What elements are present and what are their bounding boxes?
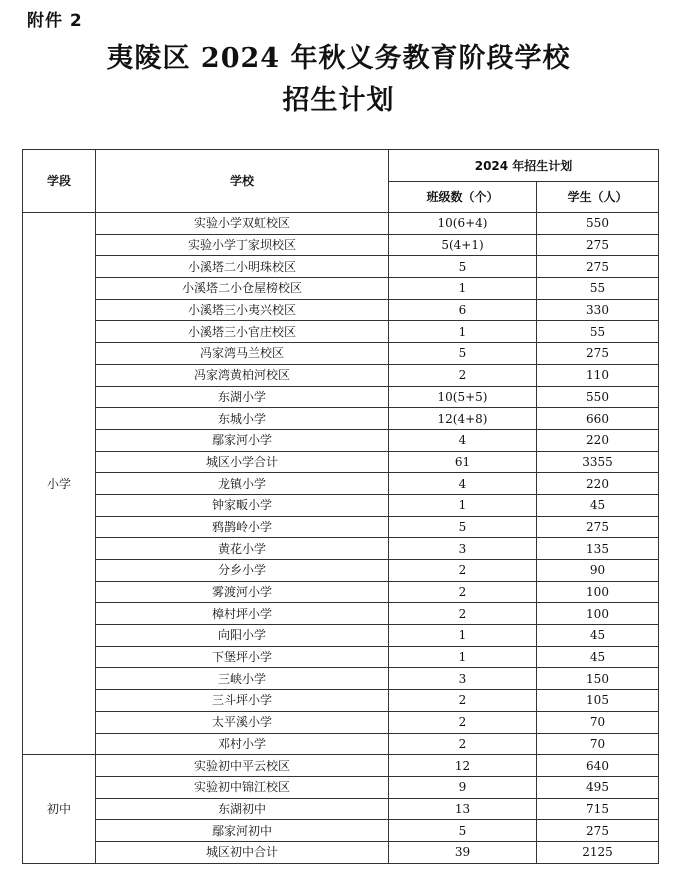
students-cell: 550: [537, 386, 659, 408]
students-cell: 3355: [537, 451, 659, 473]
school-cell: 樟村坪小学: [96, 603, 389, 625]
students-cell: 275: [537, 343, 659, 365]
classes-cell: 5: [389, 820, 537, 842]
classes-cell: 1: [389, 494, 537, 516]
students-cell: 55: [537, 321, 659, 343]
table-row: [23, 538, 659, 560]
classes-cell: 10(5+5): [389, 386, 537, 408]
students-cell: 550: [537, 213, 659, 235]
classes-cell: 9: [389, 776, 537, 798]
students-cell: 45: [537, 646, 659, 668]
school-cell: 小溪塔二小仓屋榜校区: [96, 278, 389, 300]
classes-cell: 12(4+8): [389, 408, 537, 430]
classes-cell: 2: [389, 733, 537, 755]
students-cell: 275: [537, 256, 659, 278]
school-cell: 实验初中锦江校区: [96, 776, 389, 798]
school-cell: 鄢家河初中: [96, 820, 389, 842]
table-row: [23, 473, 659, 495]
table-row: [23, 841, 659, 863]
students-cell: 220: [537, 429, 659, 451]
school-cell: 向阳小学: [96, 625, 389, 647]
students-cell: 220: [537, 473, 659, 495]
table-row: [23, 603, 659, 625]
school-cell: 太平溪小学: [96, 711, 389, 733]
classes-cell: 39: [389, 841, 537, 863]
students-cell: 330: [537, 299, 659, 321]
header-classes: 班级数（个）: [389, 182, 537, 213]
students-cell: 70: [537, 711, 659, 733]
school-cell: 三峡小学: [96, 668, 389, 690]
classes-cell: 3: [389, 668, 537, 690]
table-row: [23, 299, 659, 321]
classes-cell: 2: [389, 711, 537, 733]
classes-cell: 3: [389, 538, 537, 560]
classes-cell: 6: [389, 299, 537, 321]
table-row: [23, 625, 659, 647]
school-cell: 东湖初中: [96, 798, 389, 820]
classes-cell: 2: [389, 581, 537, 603]
students-cell: 2125: [537, 841, 659, 863]
stage-cell: 初中: [23, 755, 96, 863]
school-cell: 邓村小学: [96, 733, 389, 755]
school-cell: 小溪塔三小官庄校区: [96, 321, 389, 343]
school-cell: 分乡小学: [96, 560, 389, 582]
document-title-line1: 夷陵区 2024 年秋义务教育阶段学校: [106, 43, 571, 74]
table-row: [23, 733, 659, 755]
table-row: [23, 234, 659, 256]
table-row: [23, 256, 659, 278]
school-cell: 三斗坪小学: [96, 690, 389, 712]
school-cell: 雾渡河小学: [96, 581, 389, 603]
classes-cell: 4: [389, 429, 537, 451]
classes-cell: 5: [389, 516, 537, 538]
school-cell: 冯家湾马兰校区: [96, 343, 389, 365]
classes-cell: 5: [389, 256, 537, 278]
classes-cell: 1: [389, 625, 537, 647]
students-cell: 715: [537, 798, 659, 820]
table-row: [23, 364, 659, 386]
school-cell: 实验初中平云校区: [96, 755, 389, 777]
school-cell: 城区小学合计: [96, 451, 389, 473]
classes-cell: 61: [389, 451, 537, 473]
table-row: [23, 451, 659, 473]
table-row: [23, 776, 659, 798]
school-cell: 东城小学: [96, 408, 389, 430]
table-row: [23, 408, 659, 430]
school-cell: 东湖小学: [96, 386, 389, 408]
table-row: [23, 516, 659, 538]
students-cell: 135: [537, 538, 659, 560]
school-cell: 鸦鹊岭小学: [96, 516, 389, 538]
classes-cell: 13: [389, 798, 537, 820]
table-row: [23, 711, 659, 733]
classes-cell: 1: [389, 646, 537, 668]
document-title-line2: 招生计划: [282, 85, 395, 116]
table-row: [23, 321, 659, 343]
students-cell: 100: [537, 581, 659, 603]
classes-cell: 2: [389, 603, 537, 625]
students-cell: 55: [537, 278, 659, 300]
classes-cell: 12: [389, 755, 537, 777]
school-cell: 鄢家河小学: [96, 429, 389, 451]
classes-cell: 1: [389, 321, 537, 343]
school-cell: 龙镇小学: [96, 473, 389, 495]
classes-cell: 1: [389, 278, 537, 300]
classes-cell: 5: [389, 343, 537, 365]
school-cell: 下堡坪小学: [96, 646, 389, 668]
header-students: 学生（人）: [537, 182, 659, 213]
students-cell: 110: [537, 364, 659, 386]
classes-cell: 4: [389, 473, 537, 495]
table-row: [23, 560, 659, 582]
header-stage: 学段: [23, 150, 96, 213]
students-cell: 495: [537, 776, 659, 798]
header-school: 学校: [96, 150, 389, 213]
students-cell: 105: [537, 690, 659, 712]
classes-cell: 2: [389, 364, 537, 386]
classes-cell: 2: [389, 690, 537, 712]
header-plan: 2024 年招生计划: [389, 150, 659, 182]
table-row: [23, 581, 659, 603]
students-cell: 70: [537, 733, 659, 755]
table-row: [23, 429, 659, 451]
table-row: [23, 798, 659, 820]
table-row: [23, 755, 659, 777]
table-row: [23, 690, 659, 712]
school-cell: 城区初中合计: [96, 841, 389, 863]
school-cell: 实验小学双虹校区: [96, 213, 389, 235]
students-cell: 275: [537, 820, 659, 842]
students-cell: 45: [537, 625, 659, 647]
classes-cell: 5(4+1): [389, 234, 537, 256]
school-cell: 钟家畈小学: [96, 494, 389, 516]
students-cell: 640: [537, 755, 659, 777]
table-row: [23, 343, 659, 365]
table-row: [23, 668, 659, 690]
enrollment-plan-table: [22, 149, 659, 864]
students-cell: 660: [537, 408, 659, 430]
students-cell: 100: [537, 603, 659, 625]
table-body: [23, 213, 659, 864]
students-cell: 150: [537, 668, 659, 690]
students-cell: 45: [537, 494, 659, 516]
table-row: [23, 494, 659, 516]
students-cell: 90: [537, 560, 659, 582]
school-cell: 小溪塔二小明珠校区: [96, 256, 389, 278]
school-cell: 冯家湾黄柏河校区: [96, 364, 389, 386]
school-cell: 小溪塔三小夷兴校区: [96, 299, 389, 321]
school-cell: 实验小学丁家坝校区: [96, 234, 389, 256]
students-cell: 275: [537, 234, 659, 256]
school-cell: 黄花小学: [96, 538, 389, 560]
stage-cell: 小学: [23, 213, 96, 755]
table-row: [23, 820, 659, 842]
classes-cell: 2: [389, 560, 537, 582]
attachment-label: 附件 2: [27, 11, 83, 31]
table-row: [23, 213, 659, 235]
table-row: [23, 278, 659, 300]
students-cell: 275: [537, 516, 659, 538]
table-row: [23, 386, 659, 408]
classes-cell: 10(6+4): [389, 213, 537, 235]
table-row: [23, 646, 659, 668]
